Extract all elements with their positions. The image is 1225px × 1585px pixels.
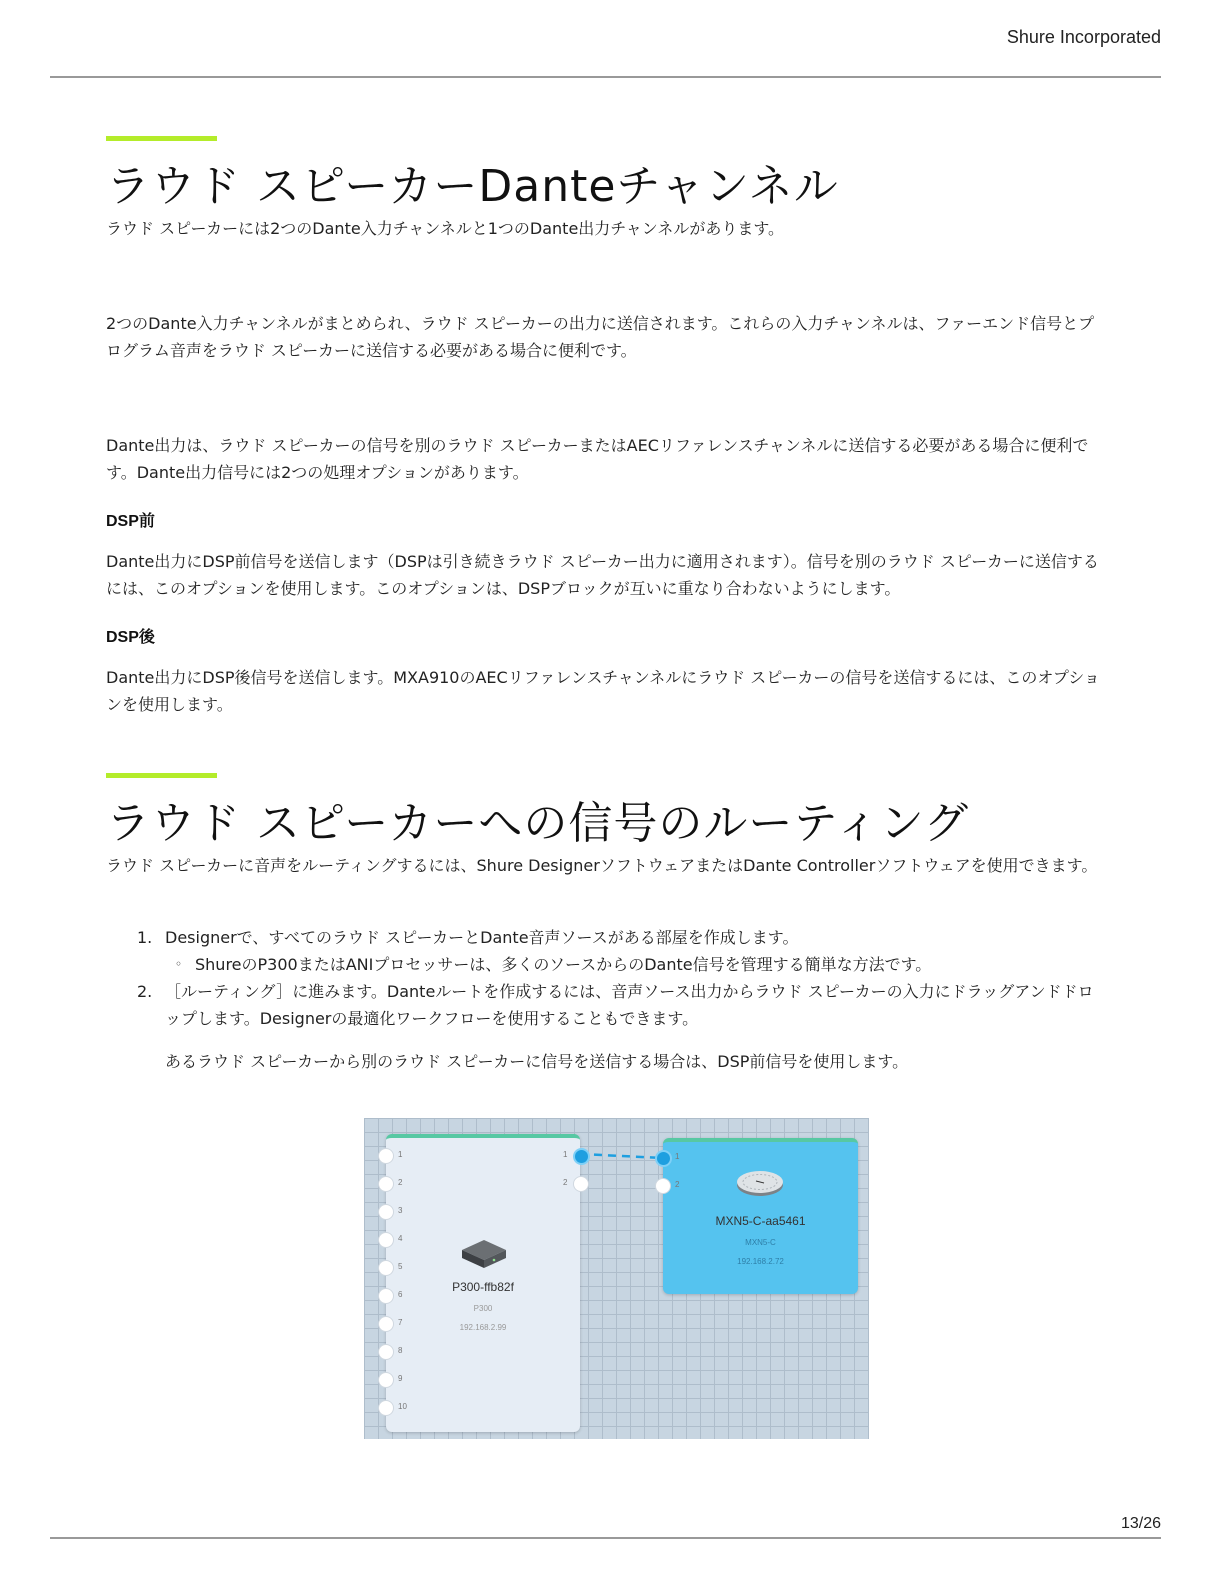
port-label: 5 — [398, 1262, 403, 1271]
port-label: 2 — [563, 1178, 568, 1187]
list-number: 1. — [137, 928, 153, 947]
section-title-dante-channels: ラウド スピーカーDanteチャンネル — [106, 161, 839, 212]
port-label: 6 — [398, 1290, 403, 1299]
section-title-routing: ラウド スピーカーへの信号のルーティング — [106, 798, 969, 849]
input-port[interactable] — [378, 1400, 394, 1416]
company-name: Shure Incorporated — [1006, 27, 1161, 47]
post-dsp-heading: DSP後 — [106, 629, 155, 646]
section-intro: ラウド スピーカーに音声をルーティングするには、Shure DesignerソフトウェアまたはDante Controllerソフトウェアを使用できます。 — [106, 856, 1098, 875]
pre-dsp-heading: DSP前 — [106, 513, 155, 530]
list-item-text: ［ルーティング］に進みます。Danteルートを作成するには、音声ソース出力からラウド スピーカーの入力にドラッグアンドドロップします。Designerの最適化ワークフローを使用することもできます。 — [165, 982, 1094, 1028]
page-number: 13/26 — [1120, 1515, 1161, 1532]
device-node-mxn5[interactable] — [663, 1138, 858, 1294]
section-accent-bar — [106, 136, 217, 141]
list-item — [137, 924, 1105, 951]
routing-diagram — [364, 1118, 869, 1439]
port-label: 1 — [398, 1150, 403, 1159]
port-label: 2 — [675, 1180, 680, 1189]
device-ip: 192.168.2.72 — [737, 1257, 784, 1266]
port-label: 8 — [398, 1346, 403, 1355]
ceiling-speaker-icon — [734, 1165, 786, 1199]
section-accent-bar — [106, 773, 217, 778]
port-label: 9 — [398, 1374, 403, 1383]
post-dsp-text: Dante出力にDSP後信号を送信します。MXA910のAECリファレンスチャンネルにラウド スピーカーの信号を送信するには、このオプションを使用します。 — [106, 668, 1100, 714]
input-port[interactable] — [655, 1178, 671, 1194]
list-item — [137, 978, 1100, 1032]
port-label: 1 — [675, 1152, 680, 1161]
processor-icon — [458, 1236, 510, 1270]
sub-list-item — [175, 951, 1105, 978]
section-intro: ラウド スピーカーには2つのDante入力チャンネルと1つのDante出力チャンネルがあります。 — [106, 219, 785, 238]
device-name: MXN5-C-aa5461 — [715, 1214, 806, 1228]
header-divider — [50, 76, 1161, 78]
list-number: 2. — [137, 982, 153, 1001]
input-port[interactable] — [378, 1204, 394, 1220]
input-port[interactable] — [378, 1232, 394, 1248]
output-port[interactable] — [573, 1176, 589, 1192]
device-model: P300 — [473, 1304, 493, 1313]
input-port[interactable] — [378, 1344, 394, 1360]
bullet-icon: ◦ — [175, 957, 183, 971]
port-label: 4 — [398, 1234, 403, 1243]
pre-dsp-text: Dante出力にDSP前信号を送信します（DSPは引き続きラウド スピーカー出力に適用されます）。信号を別のラウド スピーカーに送信するには、このオプションを使用します。このオプションは、DSPブロックが互いに重なり合わないようにします。 — [106, 552, 1099, 598]
device-model: MXN5-C — [745, 1238, 776, 1247]
sub-list-item-text: ShureのP300またはANIプロセッサーは、多くのソースからのDante信号を管理する簡単な方法です。 — [195, 955, 932, 974]
port-label: 1 — [563, 1150, 568, 1159]
list-item-text: Designerで、すべてのラウド スピーカーとDante音声ソースがある部屋を作成します。 — [165, 928, 799, 947]
device-name: P300-ffb82f — [452, 1280, 514, 1294]
port-label: 7 — [398, 1318, 403, 1327]
port-label: 10 — [398, 1402, 407, 1411]
input-port[interactable] — [378, 1260, 394, 1276]
output-port[interactable] — [573, 1148, 590, 1165]
input-port[interactable] — [378, 1148, 394, 1164]
device-node-p300[interactable] — [386, 1134, 580, 1432]
port-label: 2 — [398, 1178, 403, 1187]
port-label: 3 — [398, 1206, 403, 1215]
paragraph-output: Dante出力は、ラウド スピーカーの信号を別のラウド スピーカーまたはAECリファレンスチャンネルに送信する必要がある場合に便利です。Dante出力信号には2つの処理オプションがあります。 — [106, 436, 1089, 482]
input-port[interactable] — [655, 1150, 672, 1167]
footer-divider — [50, 1537, 1161, 1539]
note-text: あるラウド スピーカーから別のラウド スピーカーに信号を送信する場合は、DSP前信号を使用します。 — [165, 1052, 909, 1071]
paragraph-inputs: 2つのDante入力チャンネルがまとめられ、ラウド スピーカーの出力に送信されます。これらの入力チャンネルは、ファーエンド信号とプログラム音声をラウド スピーカーに送信する必要がある場合に便利です。 — [106, 314, 1095, 360]
input-port[interactable] — [378, 1176, 394, 1192]
input-port[interactable] — [378, 1372, 394, 1388]
device-ip: 192.168.2.99 — [459, 1323, 507, 1332]
